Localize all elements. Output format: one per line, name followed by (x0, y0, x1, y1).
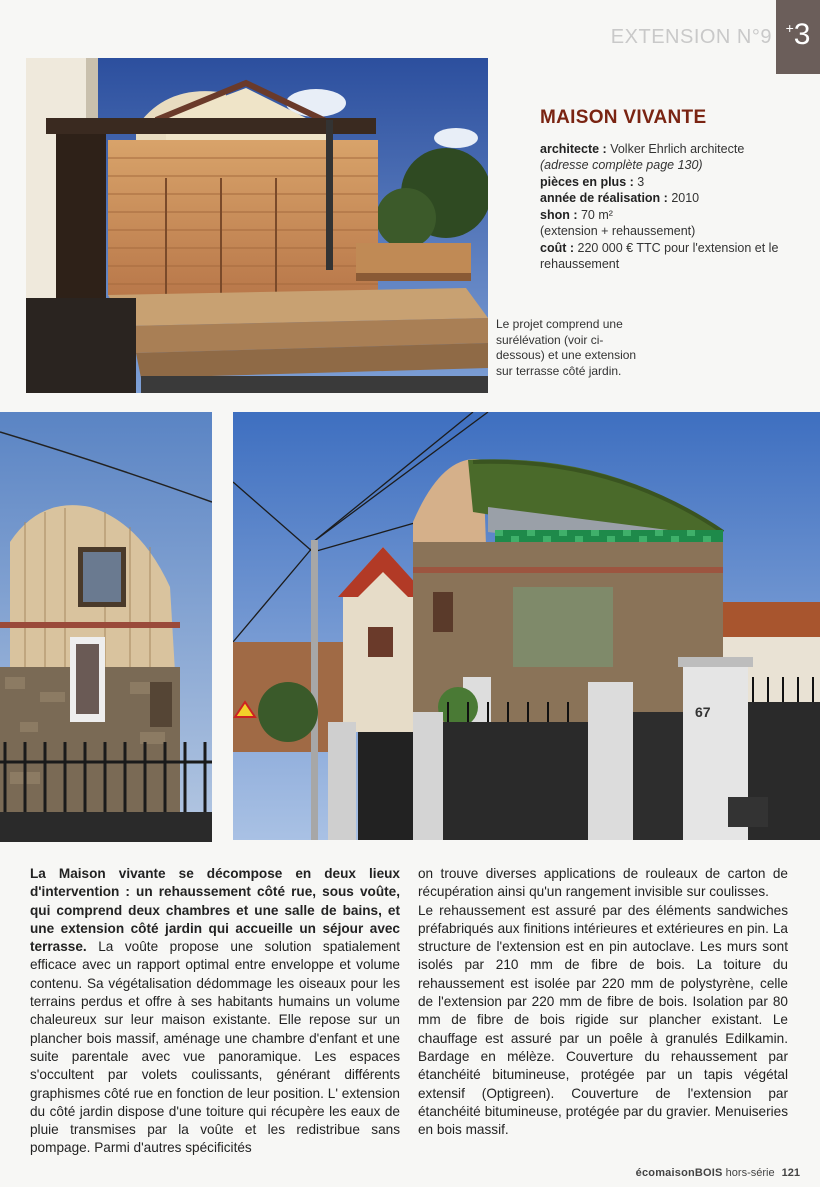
shon-label: shon : (540, 207, 578, 222)
project-info (540, 107, 800, 273)
rooms-value: 3 (637, 174, 645, 189)
architect-value: Volker Ehrlich architecte (610, 141, 745, 156)
street-view-illustration (233, 412, 820, 840)
architect-label: architecte : (540, 141, 607, 156)
magazine-brand: écomaisonBOIS (635, 1167, 723, 1179)
tab-number: 3 (793, 18, 811, 51)
body-column-right (418, 865, 788, 1139)
photo-vault-street-corner (0, 412, 212, 842)
garden-extension-illustration (26, 58, 488, 393)
year-value: 2010 (671, 191, 700, 205)
rooms-line (540, 174, 800, 191)
year-label: année de réalisation : (540, 191, 668, 205)
extension-count-tab (776, 0, 820, 74)
architect-line (540, 141, 800, 158)
cost-value: 220 000 € TTC pour l'extension et le rehaussement (540, 240, 779, 271)
shon-line (540, 207, 800, 224)
page-number: 121 (781, 1167, 800, 1179)
house-number: 67 (695, 704, 711, 720)
body-paragraph-continued: on trouve diverses applications de rouleaux de carton de récupération ainsi qu'un rangement invisible sur coulisses. (418, 866, 788, 900)
section-label: EXTENSION N°9 (610, 26, 772, 48)
shon-value: 70 m² (580, 207, 613, 222)
shon-note: (extension + rehaussement) (540, 224, 696, 238)
cost-line (540, 240, 800, 273)
photo-garden-extension (26, 58, 488, 393)
photo-caption: Le projet comprend une surélévation (voir ci-dessous) et une extension sur terrasse côté jardin. (496, 317, 637, 378)
body-text-left: La voûte propose une solution spatialement efficace avec un rapport optimal entre enveloppe et volume contenu. Sa végétalisation dédommage les oiseaux pour les terrains perdus et offre à ses habitants humains un volume chaleureux sur leur maison existante. Elle repose sur un plancher bois massif, aménage une chambre d'enfant et une suite parentale avec vue panoramique. Les espaces s'occultent par volets coulissants, générant différents graphismes côté rue en fonction de leur position. L' extension du côté jardin dispose d'une toiture qui récupère les eaux de pluie transmises par la voûte et les redistribue sans pompage. Parmi d'autres spécificités (30, 939, 401, 1156)
body-paragraph-technical: Le rehaussement est assuré par des éléments sandwiches préfabriqués aux finitions intérieures et extérieures en pin. La structure de l'extension est en pin autoclave. Les murs sont isolés par 210 mm de fibre de bois. La toiture du rehaussement est isolée par 220 mm de polystyrène, celle de l'extension par 220 mm de fibre de bois. Isolation par 80 mm de fibre de bois rigide sur plancher existant. Le chauffage est assuré par un poêle à granulés Edilkamin. Bardage en mélèze. Couverture du rehaussement par étanchéité bitumineuse, protégée par un tapis végétal extensif (Optigreen). Couverture de l'extension par étanchéité bitumineuse, protégée par du gravier. Menuiseries en bois massif. (418, 902, 788, 1138)
vault-corner-illustration (0, 412, 212, 842)
photo-street-view (233, 412, 820, 840)
rooms-label: pièces en plus : (540, 174, 634, 189)
project-title: MAISON VIVANTE (540, 107, 707, 128)
body-lead: La Maison vivante se décompose en deux lieux d'intervention : un rehaussement côté rue, sous voûte, qui comprend deux chambres et une salle de bains, et une extension côté jardin qui accueille un séjour avec terrasse. (30, 866, 400, 955)
page-footer (636, 1167, 800, 1179)
year-line (540, 190, 800, 207)
cost-label: coût : (540, 240, 575, 255)
body-column-left (30, 865, 400, 1158)
magazine-issue: hors-série (725, 1167, 775, 1179)
plus-sign: + (785, 20, 794, 36)
address-note: (adresse complète page 130) (540, 158, 703, 172)
